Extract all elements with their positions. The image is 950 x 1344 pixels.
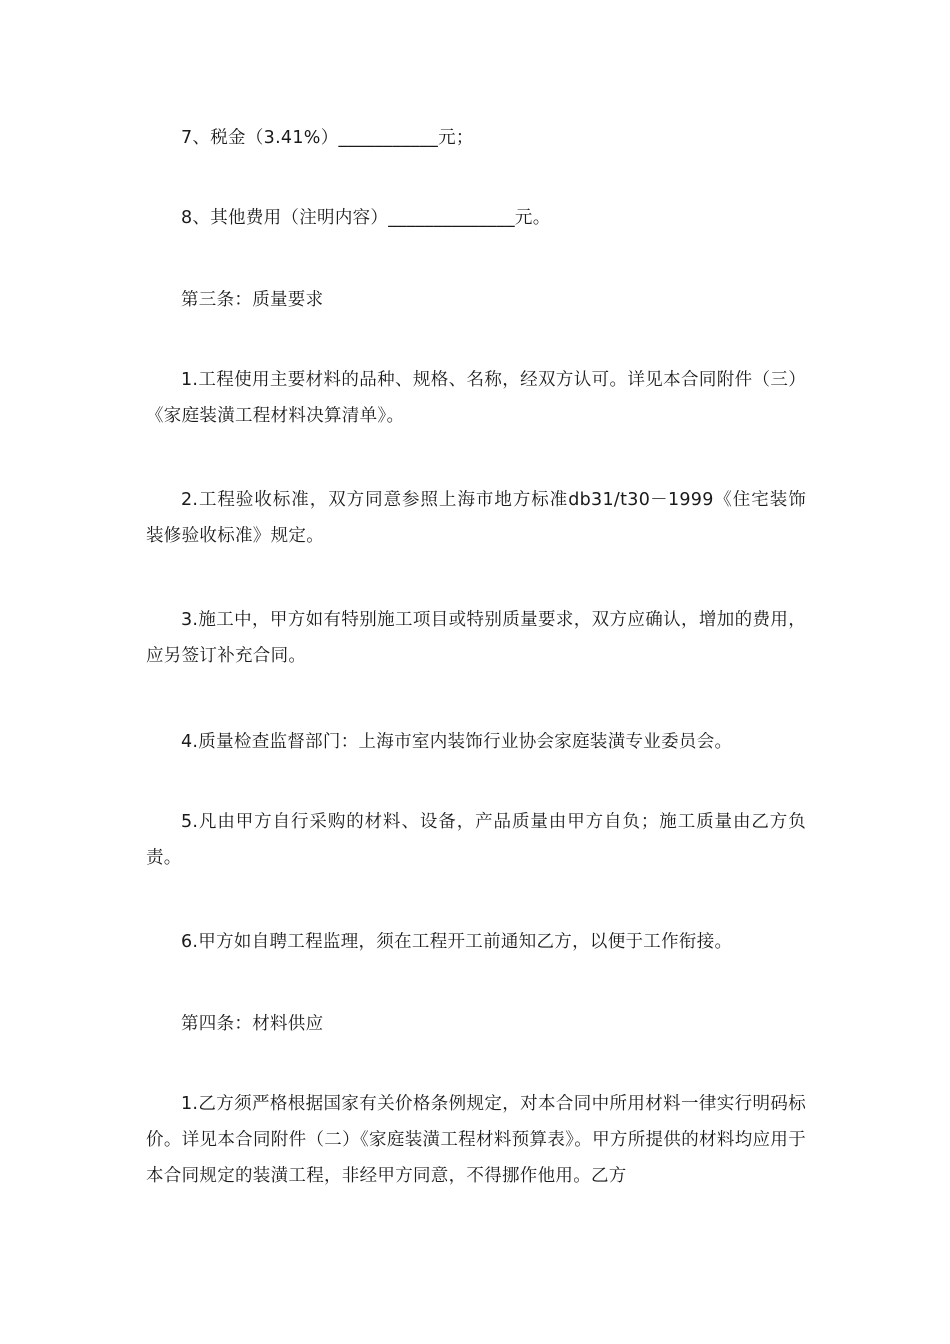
article-3-clause-6: 6.甲方如自聘工程监理，须在工程开工前通知乙方，以便于工作衔接。 (181, 932, 733, 952)
article-3-clause-1: 1.工程使用主要材料的品种、规格、名称，经双方认可。详见本合同附件（三）《家庭装潢工程材料决算清单》。 (146, 370, 806, 426)
article-3-clause-2: 2.工程验收标准，双方同意参照上海市地方标准db31/t30－1999《住宅装饰装修验收标准》规定。 (146, 490, 806, 546)
article-4-clause-1: 1.乙方须严格根据国家有关价格条例规定，对本合同中所用材料一律实行明码标价。详见本合同附件（二）《家庭装潢工程材料预算表》。甲方所提供的材料均应用于本合同规定的装潢工程，非经甲方同意，不得挪作他用。乙方 (146, 1094, 806, 1186)
article-3-clause-4: 4.质量检查监督部门：上海市室内装饰行业协会家庭装潢专业委员会。 (181, 732, 733, 752)
article-3-clause-3: 3.施工中，甲方如有特别施工项目或特别质量要求，双方应确认，增加的费用，应另签订补充合同。 (146, 610, 806, 666)
tax-line: 7、税金（3.41%）___________元； (181, 128, 474, 148)
article-3-clause-5: 5.凡由甲方自行采购的材料、设备，产品质量由甲方自负；施工质量由乙方负责。 (146, 812, 806, 868)
article-3-heading: 第三条：质量要求 (181, 290, 324, 310)
article-4-heading: 第四条：材料供应 (181, 1014, 324, 1034)
other-fees-line: 8、其他费用（注明内容）______________元。 (181, 208, 551, 228)
